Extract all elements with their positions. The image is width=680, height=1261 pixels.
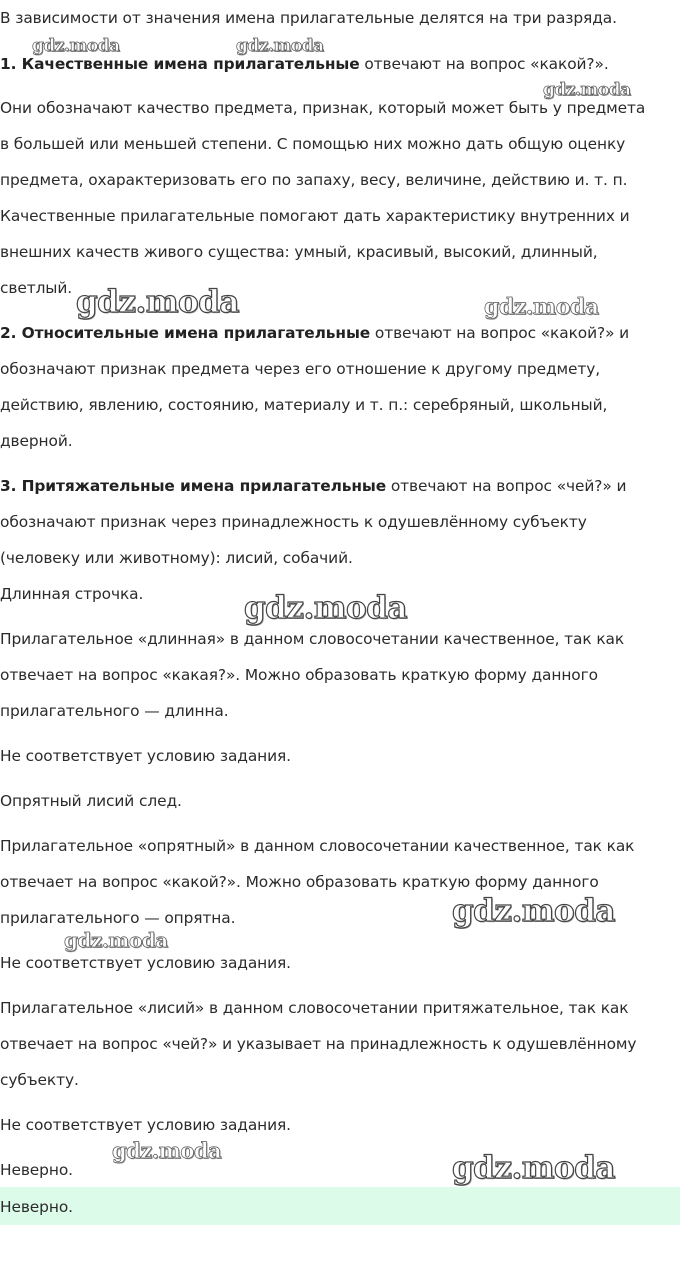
text-fragment: отвечают на вопрос «какой?». <box>359 55 609 73</box>
text-line: прилагательного — опрятна. <box>0 909 236 927</box>
highlighted-answer-background <box>0 1187 680 1225</box>
text-line: (человеку или животному): лисий, собачий. <box>0 549 353 567</box>
text-line: обозначают признак предмета через его отношение к другому предмету, <box>0 360 601 378</box>
answer-line: Неверно. <box>0 1198 73 1216</box>
watermark-logo: gdz.moda <box>244 590 407 626</box>
bold-term: 3. Притяжательные имена прилагательные <box>0 477 387 495</box>
text-line: Не соответствует условию задания. <box>0 954 291 972</box>
text-fragment: отвечают на вопрос «какой?» и <box>370 324 630 342</box>
text-line: обозначают признак через принадлежность к одушевлённому субъекту <box>0 513 587 531</box>
text-line: Они обозначают качество предмета, признак, который может быть у предмета <box>0 99 646 117</box>
text-line: светлый. <box>0 279 73 297</box>
watermark-logo: gdz.moda <box>32 36 120 56</box>
watermark-logo: gdz.moda <box>484 294 599 320</box>
text-line <box>0 476 626 496</box>
watermark-logo: gdz.moda <box>64 928 168 952</box>
text-line: Не соответствует условию задания. <box>0 1116 291 1134</box>
watermark-logo: gdz.moda <box>543 80 631 100</box>
text-line: в большей или меньшей степени. С помощью них можно дать общую оценку <box>0 135 626 153</box>
watermark-logo: gdz.moda <box>452 893 615 929</box>
text-line: отвечает на вопрос «какая?». Можно образовать краткую форму данного <box>0 666 598 684</box>
watermark-logo: gdz.moda <box>236 36 324 56</box>
text-line: В зависимости от значения имена прилагательные делятся на три разряда. <box>0 9 617 27</box>
text-line: Прилагательное «лисий» в данном словосочетании притяжательное, так как <box>0 999 629 1017</box>
bold-term: 2. Относительные имена прилагательные <box>0 324 371 342</box>
text-line: Прилагательное «длинная» в данном словосочетании качественное, так как <box>0 630 625 648</box>
text-line: внешних качеств живого существа: умный, красивый, высокий, длинный, <box>0 243 598 261</box>
text-line: предмета, охарактеризовать его по запаху, весу, величине, действию и. т. п. <box>0 171 628 189</box>
text-line: Длинная строчка. <box>0 585 144 603</box>
text-line: отвечает на вопрос «чей?» и указывает на принадлежность к одушевлённому <box>0 1035 637 1053</box>
text-line: Не соответствует условию задания. <box>0 747 291 765</box>
text-line <box>0 323 629 343</box>
text-line: Качественные прилагательные помогают дать характеристику внутренних и <box>0 207 630 225</box>
watermark-logo: gdz.moda <box>452 1150 615 1186</box>
bold-term: 1. Качественные имена прилагательные <box>0 55 360 73</box>
text-line: Опрятный лисий след. <box>0 792 182 810</box>
text-line: прилагательного — длинна. <box>0 702 229 720</box>
text-line: Неверно. <box>0 1161 73 1179</box>
text-line: Прилагательное «опрятный» в данном словосочетании качественное, так как <box>0 837 635 855</box>
text-line: субъекту. <box>0 1071 79 1089</box>
watermark-logo: gdz.moda <box>112 1138 222 1163</box>
text-fragment: отвечают на вопрос «чей?» и <box>386 477 627 495</box>
text-line: дверной. <box>0 432 73 450</box>
text-line <box>0 54 609 74</box>
watermark-logo: gdz.moda <box>76 284 239 320</box>
text-line: действию, явлению, состоянию, материалу и т. п.: серебряный, школьный, <box>0 396 608 414</box>
text-line: отвечает на вопрос «какой?». Можно образовать краткую форму данного <box>0 873 599 891</box>
